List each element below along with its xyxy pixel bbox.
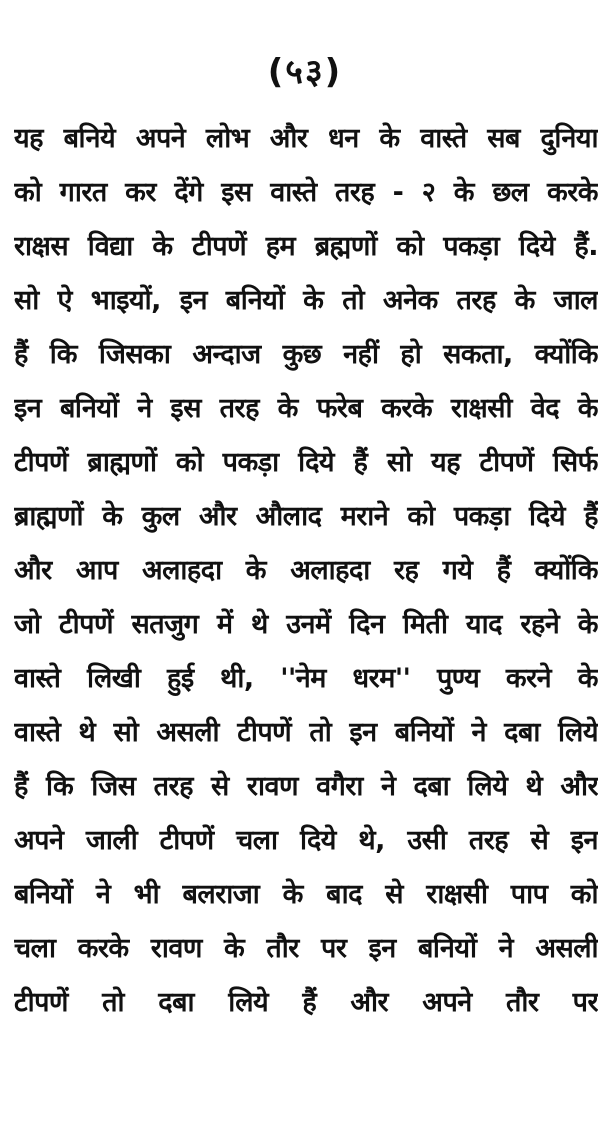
text-line: जो टीपणें सतजुग में थे उनमें दिन मिती याद रहने के bbox=[14, 609, 598, 640]
text-line: हैं कि जिसका अन्दाज कुछ नहीं हो सकता, क्योंकि bbox=[14, 339, 598, 370]
text-line: को गारत कर देंगे इस वास्ते तरह - २ के छल करके bbox=[14, 177, 598, 208]
text-line: इन बनियों ने इस तरह के फरेब करके राक्षसी वेद के bbox=[14, 393, 598, 424]
text-line: और आप अलाहदा के अलाहदा रह गये हैं क्योंकि bbox=[14, 555, 598, 586]
text-line: राक्षस विद्या के टीपणें हम ब्रह्मणों को पकड़ा दिये हैं. bbox=[14, 231, 598, 262]
text-line: यह बनिये अपने लोभ और धन के वास्ते सब दुनिया bbox=[14, 123, 598, 154]
text-line: टीपणें तो दबा लिये हैं और अपने तौर पर bbox=[14, 987, 598, 1018]
text-line: वास्ते थे सो असली टीपणें तो इन बनियों ने दबा लिये bbox=[14, 717, 598, 748]
text-line: चला करके रावण के तौर पर इन बनियों ने असली bbox=[14, 933, 598, 964]
text-line: अपने जाली टीपणें चला दिये थे, उसी तरह से इन bbox=[14, 825, 598, 856]
text-line: हैं कि जिस तरह से रावण वगैरा ने दबा लिये थे और bbox=[14, 771, 598, 802]
text-line: सो ऐ भाइयों, इन बनियों के तो अनेक तरह के जाल bbox=[14, 285, 598, 316]
text-line: बनियों ने भी बलराजा के बाद से राक्षसी पाप को bbox=[14, 879, 598, 910]
text-line: ब्राह्मणों के कुल और औलाद मराने को पकड़ा दिये हैं bbox=[14, 501, 598, 532]
text-line: टीपणें ब्राह्मणों को पकड़ा दिये हैं सो यह टीपणें सिर्फ bbox=[14, 447, 598, 478]
body-text bbox=[14, 112, 598, 1030]
text-line: वास्ते लिखी हुई थी, ''नेम धरम'' पुण्य करने के bbox=[14, 663, 598, 694]
page-number: (५३) bbox=[267, 52, 343, 92]
